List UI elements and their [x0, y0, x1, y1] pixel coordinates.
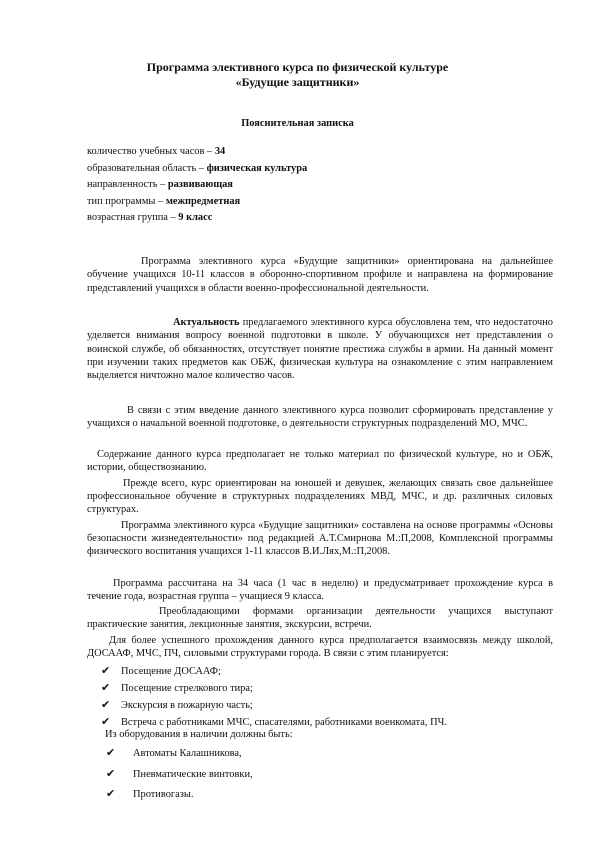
list-item-text: Противогазы.	[133, 789, 194, 800]
checkmark-icon: ✔	[106, 746, 116, 759]
paragraph-cooperation: Для более успешного прохождения данного курса предполагается взаимосвязь между школой, ДОСААФ, МЧС, ПЧ, силовыми структурами города. В связи с этим планируется:	[87, 635, 553, 660]
course-meta	[87, 145, 507, 228]
paragraph-audience: Прежде всего, курс ориентирован на юношей и девушек, желающих связать свое дальнейшее профессиональное обучение в структурных подразделениях МВД, МЧС, и др. различных силовых структурах.	[87, 478, 553, 516]
list-item-text: Экскурсия в пожарную часть;	[121, 700, 253, 711]
title-line-2: «Будущие защитники»	[235, 75, 360, 89]
meta-direction-label: направленность –	[87, 179, 168, 190]
checkmark-icon: ✔	[101, 681, 111, 694]
paragraph-relevance	[87, 316, 553, 382]
list-item	[106, 767, 536, 788]
meta-hours-label: количество учебных часов –	[87, 146, 215, 157]
paragraph-content: Содержание данного курса предполагает не только материал по физической культуре, но и ОБЖ, истории, обществознанию.	[87, 449, 553, 474]
meta-hours	[87, 145, 507, 162]
meta-direction-value: развивающая	[167, 179, 233, 190]
list-item	[101, 681, 551, 698]
meta-age-label: возрастная группа –	[87, 212, 179, 223]
paragraph-forms: Преобладающими формами организации деятельности учащихся выступают практические занятия, лекционные занятия, экскурсии, встречи.	[87, 606, 553, 631]
checkmark-icon: ✔	[106, 787, 116, 800]
list-item	[106, 746, 536, 767]
meta-hours-value: 34	[214, 146, 226, 157]
document-title	[80, 60, 515, 90]
meta-area	[87, 162, 507, 179]
paragraph-purpose: В связи с этим введение данного элективного курса позволит сформировать представление у учащихся о начальной военной подготовке, о деятельности структурных подразделений МО, МЧС.	[87, 405, 553, 430]
checkmark-icon: ✔	[101, 715, 111, 728]
meta-area-value: физическая культура	[206, 162, 308, 174]
list-item-text: Пневматические винтовки,	[133, 768, 253, 780]
equipment-list	[106, 746, 536, 808]
title-line-1: Программа элективного курса по физической культуре	[146, 60, 449, 74]
list-item-text: Встреча с работниками МЧС, спасателями, работниками военкомата, ПЧ.	[121, 717, 447, 728]
relevance-lead: Актуальность	[173, 317, 240, 328]
list-item-text: Автоматы Калашникова,	[133, 748, 242, 759]
paragraph-hours: Программа рассчитана на 34 часа (1 час в неделю) и предусматривает прохождение курса в течение года, возрастная группа – учащиеся 9 класса.	[87, 578, 553, 603]
relevance-text: предлагаемого элективного курса обусловлена тем, что недостаточно уделяется внимания вопросу военной подготовки в школе. У обучающихся нет представления о воинской службе, об обязанностях, отсутствует понятие престижа службы в армии. На данный момент при изучении таких предметов как ОБЖ, физическая культура на ознакомление с этим направлением выделяется ничтожно малое количество часов.	[87, 317, 553, 382]
checkmark-icon: ✔	[106, 766, 116, 780]
list-item-text: Посещение стрелкового тира;	[121, 683, 253, 694]
meta-type-value: межпредметная	[165, 195, 241, 207]
paragraph-basis: Программа элективного курса «Будущие защитники» составлена на основе программы «Основы безопасности жизнедеятельности» под редакцией А.Т.Смирнова М.:П,2008, Комплексной программы физического воспитания учащихся 1-11 классов В.И.Лях,М.:П,2008.	[87, 520, 553, 558]
meta-type-label: тип программы –	[87, 195, 166, 207]
list-item-text: Посещение ДОСААФ;	[121, 666, 221, 677]
meta-direction	[87, 178, 507, 195]
section-heading: Пояснительная записка	[241, 118, 354, 129]
paragraph-intro: Программа элективного курса «Будущие защитники» ориентирована на дальнейшее обучение учащихся 10-11 классов в оборонно-спортивном профиле и направлена на формирование представлений учащихся в области военно-профессиональной деятельности.	[87, 256, 553, 294]
checkmark-icon: ✔	[101, 698, 111, 711]
list-item	[101, 698, 551, 715]
equipment-intro: Из оборудования в наличии должны быть:	[105, 729, 293, 740]
list-item	[101, 664, 551, 681]
list-item	[106, 787, 536, 808]
meta-type	[87, 195, 507, 212]
plan-list	[101, 664, 551, 732]
meta-age-group	[87, 211, 507, 228]
meta-age-value: 9 класс	[178, 212, 213, 223]
checkmark-icon: ✔	[101, 664, 111, 677]
meta-area-label: образовательная область –	[87, 162, 207, 174]
